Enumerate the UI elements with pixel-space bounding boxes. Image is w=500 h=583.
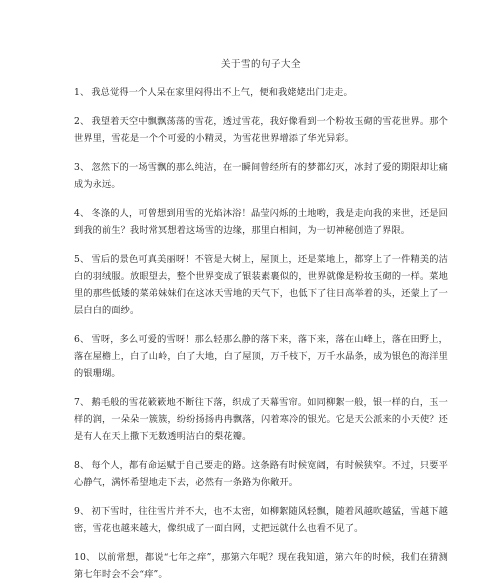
- paragraph-number: 10、: [74, 552, 96, 563]
- paragraph-number: 2、: [74, 116, 90, 127]
- paragraph-number: 5、: [74, 254, 90, 265]
- paragraph-text: 冬涤的人，可曾想到用雪的光焰沐浴！晶莹闪烁的土地哟，我是走向我的来世，还是回到我的前生？我时常冥想着这场雪的边缘，那里白相间，为一切神秘创造了界限。: [74, 208, 448, 236]
- paragraph: [74, 549, 448, 583]
- paragraph: [74, 113, 448, 147]
- paragraph-number: 9、: [74, 506, 90, 517]
- paragraph-number: 6、: [74, 334, 90, 345]
- paragraph: [74, 159, 448, 193]
- paragraph-text: 我望着天空中飘飘荡荡的雪花，透过雪花，我好像看到一个粉妆玉砌的雪花世界。那个世界里，雪花是一个个可爱的小精灵，为雪花世界增添了华光异彩。: [74, 116, 448, 144]
- paragraph-text: 雪后的景色可真美丽呀！不管是大树上，屋顶上，还是菜地上，都穿上了一件精美的洁白的羽绒服。放眼望去，整个世界变成了银装素裹似的，世界就像是粉妆玉砌的一样。菜地里的那些低矮的菜弟妹妹们在这冰天雪地的天气下，也低下了往日高举着的头，还蒙上了一层白白的面纱。: [74, 254, 448, 316]
- paragraph: [74, 84, 448, 101]
- paragraph-text: 忽然下的一场雪飘的那么纯洁，在一瞬间曾经所有的梦都幻灭，冰封了爱的期限却让痛成为永远。: [74, 162, 448, 190]
- paragraph: [74, 457, 448, 491]
- document-title: 关于雪的句子大全: [220, 59, 301, 70]
- paragraph: [74, 251, 448, 319]
- paragraph: [74, 394, 448, 445]
- paragraph-text: 以前常想，都说“七年之痒”，那第六年呢？现在我知道，第六年的时候，我们在猜测第七年时会不会“痒”。: [74, 552, 448, 580]
- paragraph-number: 4、: [74, 208, 90, 219]
- paragraph-text: 每个人，都有命运赋于自己要走的路。这条路有时候宽阔，有时候狭窄。不过，只要平心静气，满怀希望地走下去，必然有一条路为你敞开。: [74, 460, 448, 488]
- paragraph-text: 鹅毛般的雪花簌簌地不断往下落，织成了天幕雪帘。如同柳絮一般，银一样的白，玉一样的润，一朵朵一簇簇，纷纷扬扬冉冉飘落，闪着寒冷的银光。它是天公派来的小天使？还是有人在天上撒下无数透明洁白的梨花瓣。: [74, 397, 448, 442]
- paragraph-number: 3、: [74, 162, 90, 173]
- paragraph: [74, 331, 448, 382]
- paragraph-number: 7、: [74, 397, 90, 408]
- paragraph-text: 初下雪时，往往雪片并不大，也不太密，如柳絮随风轻飘，随着风越吹越猛，雪越下越密，雪花也越来越大，像织成了一面白网，丈把远就什么也看不见了。: [74, 506, 448, 534]
- paragraph-text: 雪呀，多么可爱的雪呀！那么轻那么静的落下来，落下来，落在山峰上，落在田野上，落在屋檐上，白了山岭，白了大地，白了屋顶，万千枝下，万千水晶条，成为银色的海洋里的银珊瑚。: [74, 334, 448, 379]
- paragraph: [74, 503, 448, 537]
- paragraph-list: [74, 84, 448, 583]
- paragraph-number: 8、: [74, 460, 90, 471]
- paragraph-text: 我总觉得一个人呆在家里闷得出不上气，便和我姥姥出门走走。: [91, 87, 353, 98]
- paragraph-number: 1、: [74, 87, 90, 98]
- paragraph: [74, 205, 448, 239]
